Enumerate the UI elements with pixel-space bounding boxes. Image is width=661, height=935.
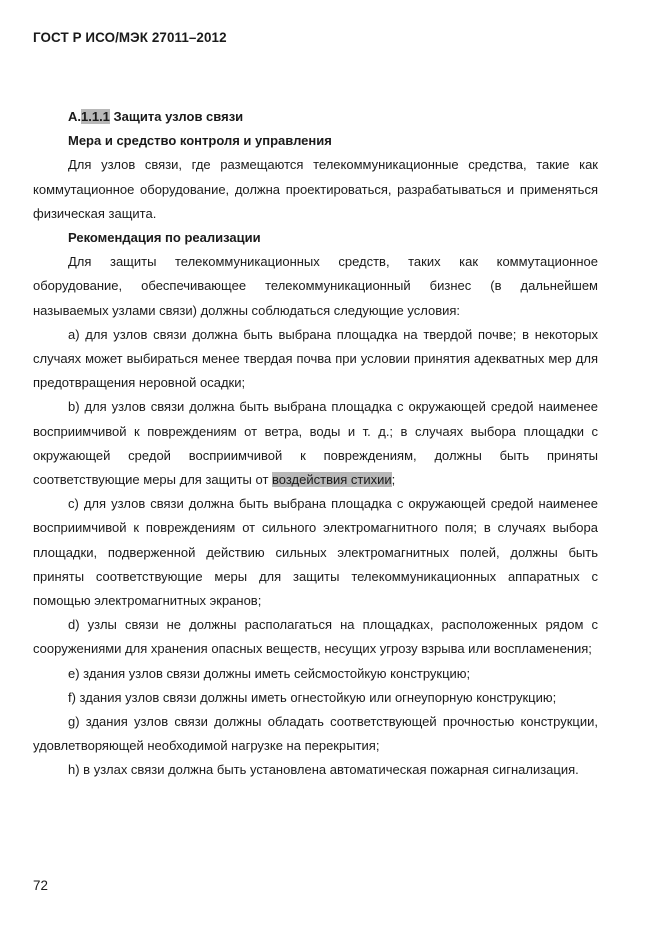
- list-item-h: h) в узлах связи должна быть установлена автоматическая пожарная сигнализация.: [68, 762, 579, 778]
- list-item-a: а) для узлов связи должна быть выбрана площадка на твердой почве; в некоторых случаях может выбираться менее твердая почва при условии принятия адекватных мер для предотвращения неровной осадки;: [33, 326, 598, 391]
- control-heading: Мера и средство контроля и управления: [68, 133, 332, 149]
- list-item-d: d) узлы связи не должны располагаться на площадках, расположенных рядом с сооружениями для хранения опасных веществ, несущих угрозу взрыва или воспламенения;: [33, 617, 598, 657]
- section-heading: [33, 105, 598, 129]
- section-title: Защита узлов связи: [109, 109, 244, 124]
- list-item-g: g) здания узлов связи должны обладать соответствующей прочностью конструкции, удовлетворяющей необходимой нагрузке на перекрытия;: [33, 714, 598, 754]
- page-number: 72: [33, 878, 48, 893]
- document-header: ГОСТ Р ИСО/МЭК 27011–2012: [33, 30, 227, 45]
- guidance-intro: Для защиты телекоммуникационных средств, таких как коммутационное оборудование, обеспечивающее телекоммуникационный бизнес (в дальнейшем называемых узлами связи) должны соблюдаться следующие условия:: [33, 254, 598, 318]
- section-number-highlight: 1.1.1: [81, 109, 110, 124]
- document-body: [33, 105, 598, 783]
- highlighted-phrase: воздействия стихии: [272, 472, 392, 488]
- list-item-b: [33, 395, 598, 492]
- list-item-f: f) здания узлов связи должны иметь огнестойкую или огнеупорную конструкцию;: [68, 689, 557, 705]
- section-number-prefix: А.: [68, 109, 81, 124]
- guidance-heading: Рекомендация по реализации: [68, 230, 261, 246]
- list-item-b-end: ;: [391, 472, 396, 488]
- list-item-c: с) для узлов связи должна быть выбрана площадка с окружающей средой наименее восприимчивой к повреждениям от сильного электромагнитного поля; в случаях выбора площадки, подверженной действию сильных электромагнитных полей, должны быть приняты соответствующие меры для защиты телекоммуникационных аппаратных с помощью электромагнитных экранов;: [33, 496, 598, 609]
- control-paragraph: Для узлов связи, где размещаются телекоммуникационные средства, такие как коммутационное оборудование, должна проектироваться, разрабатываться и применяться физическая защита.: [33, 157, 598, 221]
- list-item-e: е) здания узлов связи должны иметь сейсмостойкую конструкцию;: [68, 665, 471, 681]
- list-item-b-text: b) для узлов связи должна быть выбрана площадка с окружающей средой наименее восприимчивой к повреждениям от ветра, воды и т. д.; в случаях выбора площадки с окружающей средой восприимчивой к повреждениям, должны быть приняты соответствующие меры для защиты от: [33, 399, 598, 488]
